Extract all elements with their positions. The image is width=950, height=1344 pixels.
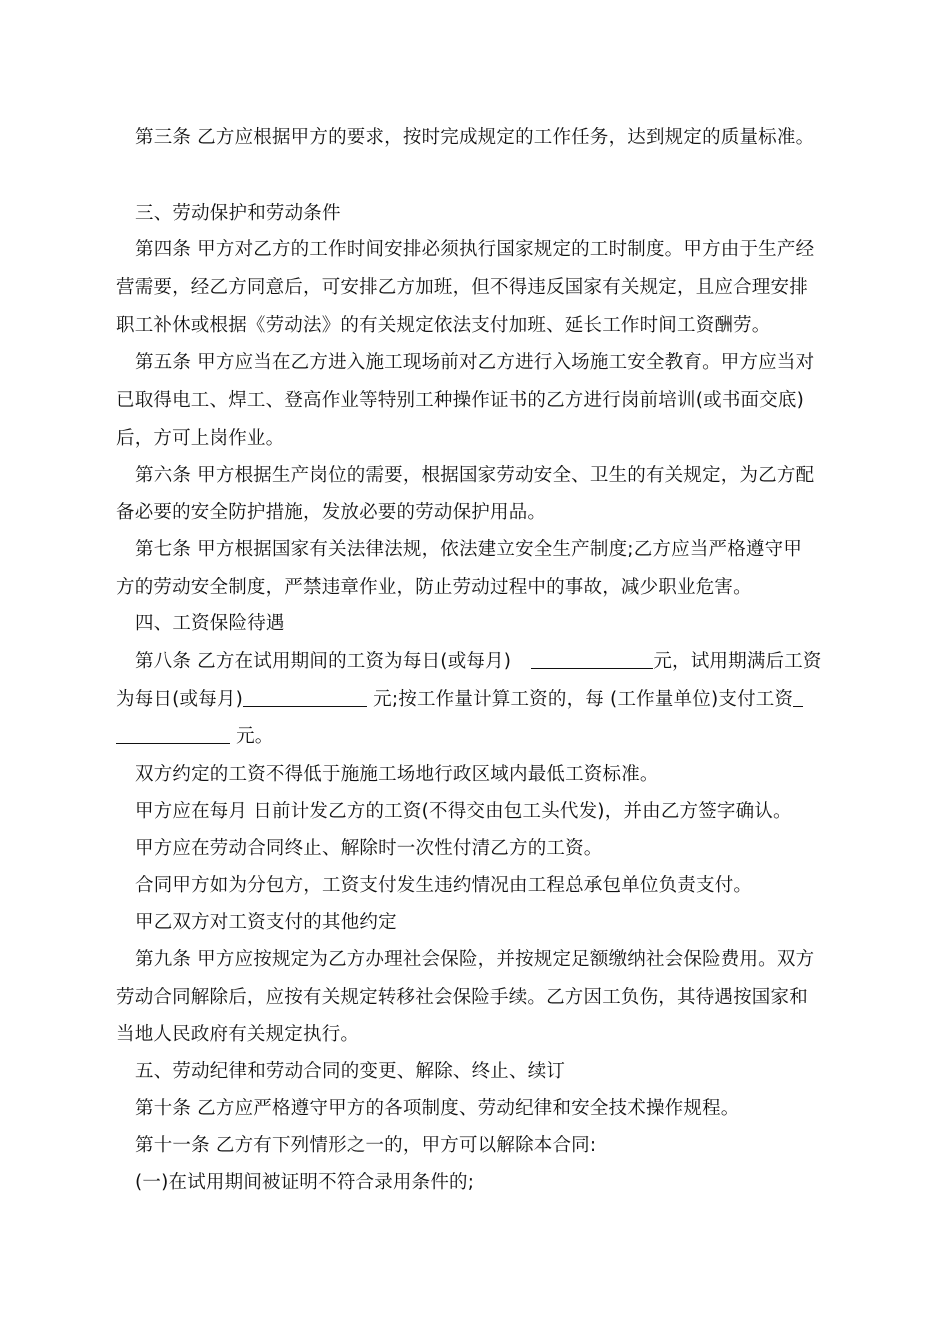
article-8-line-2 <box>116 688 836 712</box>
wage-per-unit-blank[interactable] <box>116 725 230 744</box>
article-7-line-1: 第七条 甲方根据国家有关法律法规，依法建立安全生产制度;乙方应当严格遵守甲 <box>135 539 803 560</box>
article-8-text-2a: 为每日(或每月) <box>116 689 244 710</box>
article-5-line-1: 第五条 甲方应当在乙方进入施工现场前对乙方进行入场施工安全教育。甲方应当对 <box>135 352 815 373</box>
article-4-line-3: 职工补休或根据《劳动法》的有关规定依法支付加班、延长工作时间工资酬劳。 <box>116 315 771 336</box>
article-7-line-2: 方的劳动安全制度，严禁违章作业，防止劳动过程中的事故，减少职业危害。 <box>116 577 752 598</box>
wage-per-unit-blank-start[interactable] <box>793 688 803 707</box>
wage-after-probation-blank[interactable] <box>243 688 367 707</box>
section-3-heading: 三、劳动保护和劳动条件 <box>135 203 341 224</box>
article-8-text-1b: 元，试用期满后工资 <box>653 651 822 672</box>
article-8-text-3: 元。 <box>236 726 274 747</box>
other-agreement-clause: 甲乙双方对工资支付的其他约定 <box>135 912 397 933</box>
article-9-line-3: 当地人民政府有关规定执行。 <box>116 1024 360 1045</box>
subcontractor-clause: 合同甲方如为分包方，工资支付发生违约情况由工程总承包单位负责支付。 <box>135 875 753 896</box>
article-4-line-1: 第四条 甲方对乙方的工作时间安排必须执行国家规定的工时制度。甲方由于生产经 <box>135 239 815 260</box>
article-6-line-2: 备必要的安全防护措施，发放必要的劳动保护用品。 <box>116 502 547 523</box>
article-3: 第三条 乙方应根据甲方的要求，按时完成规定的工作任务，达到规定的质量标准。 <box>135 127 815 148</box>
article-8-line-1 <box>135 650 855 674</box>
article-11-item-1: (一)在试用期间被证明不符合录用条件的; <box>135 1172 475 1193</box>
section-4-heading: 四、工资保险待遇 <box>135 613 285 634</box>
section-5-heading: 五、劳动纪律和劳动合同的变更、解除、终止、续订 <box>135 1061 566 1082</box>
article-10: 第十条 乙方应严格遵守甲方的各项制度、劳动纪律和安全技术操作规程。 <box>135 1098 740 1119</box>
article-6-line-1: 第六条 甲方根据生产岗位的需要，根据国家劳动安全、卫生的有关规定，为乙方配 <box>135 465 815 486</box>
pay-date-clause: 甲方应在每月 日前计发乙方的工资(不得交由包工头代发)，并由乙方签字确认。 <box>135 801 792 822</box>
article-8-text-1a: 第八条 乙方在试用期间的工资为每日(或每月) <box>135 651 512 672</box>
article-5-line-3: 后，方可上岗作业。 <box>116 428 285 449</box>
article-8-text-2b: 元;按工作量计算工资的，每 (工作量单位)支付工资 <box>373 689 794 710</box>
termination-pay-clause: 甲方应在劳动合同终止、解除时一次性付清乙方的工资。 <box>135 838 603 859</box>
minimum-wage-clause: 双方约定的工资不得低于施施工场地行政区域内最低工资标准。 <box>135 764 659 785</box>
article-11: 第十一条 乙方有下列情形之一的，甲方可以解除本合同: <box>135 1135 597 1156</box>
article-8-line-3 <box>116 725 836 749</box>
article-4-line-2: 营需要，经乙方同意后，可安排乙方加班，但不得违反国家有关规定，且应合理安排 <box>116 277 808 298</box>
article-9-line-2: 劳动合同解除后，应按有关规定转移社会保险手续。乙方因工负伤，其待遇按国家和 <box>116 987 808 1008</box>
article-5-line-2: 已取得电工、焊工、登高作业等特别工种操作证书的乙方进行岗前培训(或书面交底) <box>116 390 805 411</box>
wage-probation-blank[interactable] <box>531 650 653 669</box>
article-9-line-1: 第九条 甲方应按规定为乙方办理社会保险，并按规定足额缴纳社会保险费用。双方 <box>135 949 815 970</box>
